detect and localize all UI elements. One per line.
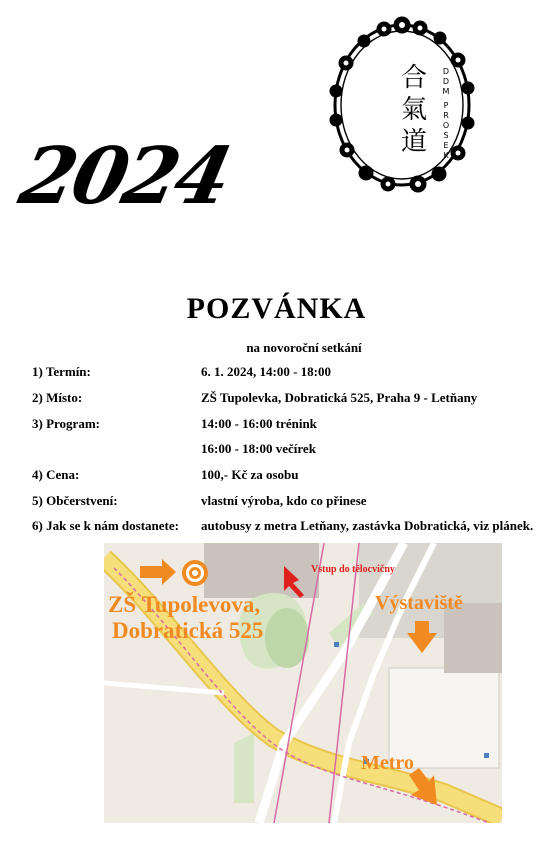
kanji-2: 氣 [400,95,428,125]
metro-label: Metro [361,752,414,774]
info-value: vlastní výroba, kdo co přinese [201,493,367,508]
info-value: 14:00 - 16:00 trénink [201,416,317,431]
svg-text:S: S [443,131,449,140]
school-building [204,543,319,598]
gym-entrance-label: Vstup do tělocvičny [311,564,395,575]
svg-text:D: D [442,67,450,76]
bus-stop-icon [484,753,489,758]
info-value: 100,- Kč za osobu [201,467,299,482]
invitation-subtitle: na novoroční setkání [246,340,362,355]
info-label: 1) Termín: [32,364,91,379]
info-label: 3) Program: [32,416,100,431]
dojo-emblem [322,8,482,198]
svg-text:D: D [442,77,450,86]
info-value: autobusy z metra Letňany, zastávka Dobratická, viz plánek. [201,518,534,533]
info-label: 6) Jak se k nám dostanete: [32,518,179,533]
map-graphics [104,543,502,823]
year-heading: 2024 [12,131,237,222]
info-value: ZŠ Tupolevka, Dobratická 525, Praha 9 - Letňany [201,390,478,405]
info-value: 16:00 - 18:00 večírek [201,441,316,456]
info-label: 2) Místo: [32,390,83,405]
location-map [104,543,502,823]
school-label-line1: ZŠ Tupolevova, [108,592,261,617]
exhibition-label: Výstaviště [375,592,463,614]
kanji-3: 道 [400,127,428,157]
school-label-line2: Dobratická 525 [112,618,264,643]
school-target-marker [182,560,208,586]
info-value: 6. 1. 2024, 14:00 - 18:00 [201,364,331,379]
info-label: 5) Občerstvení: [32,493,118,508]
bus-stop-icon [334,642,339,647]
info-label: 4) Cena: [32,467,80,482]
svg-text:M: M [442,87,450,96]
svg-text:O: O [442,121,450,130]
ddm-prosek-text [443,67,450,160]
svg-text:E: E [443,141,449,150]
svg-text:K: K [443,151,449,160]
svg-text:P: P [443,101,449,110]
kanji-1: 合 [400,63,428,93]
invitation-title: POZVÁNKA [186,292,367,325]
svg-text:R: R [443,111,449,120]
